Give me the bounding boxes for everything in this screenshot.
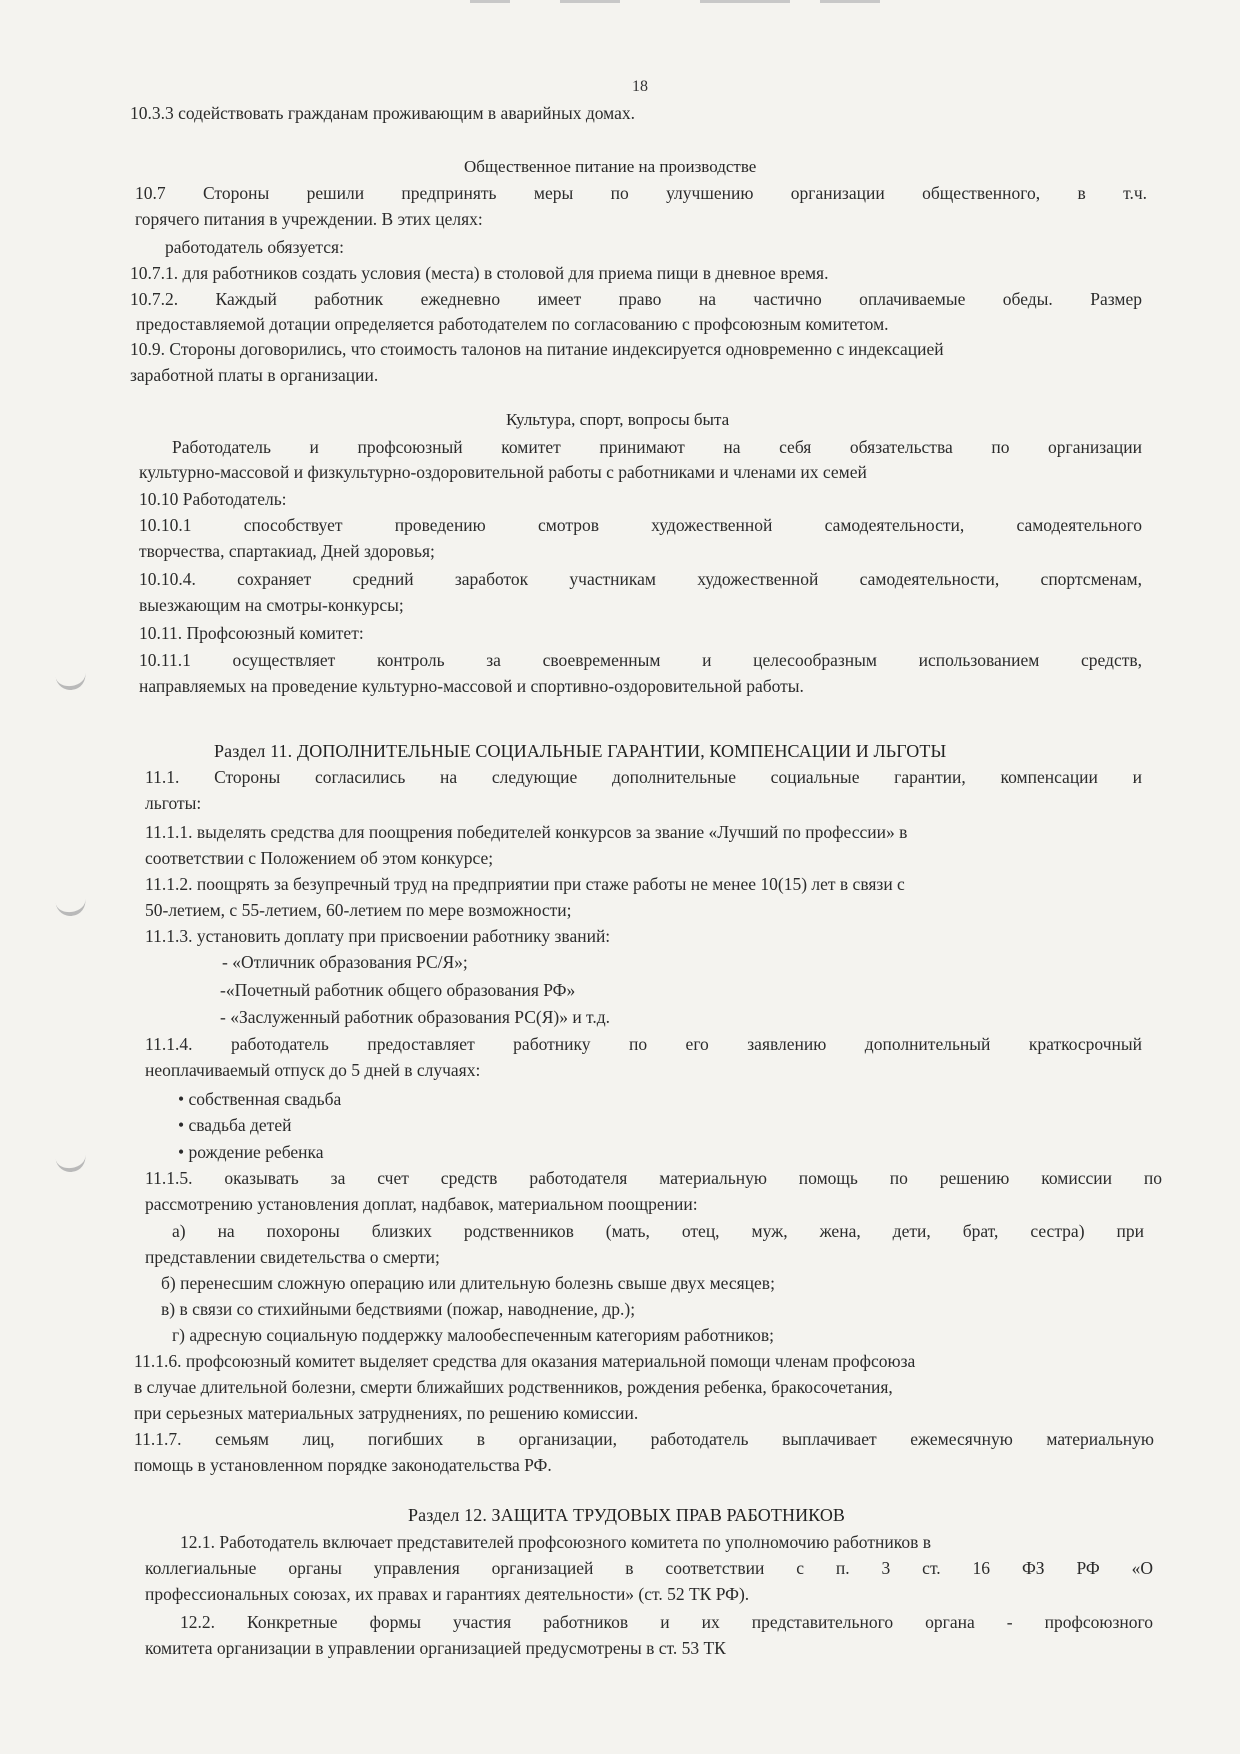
paragraph-line: 10.7 Стороны решили предпринять меры по улучшению организации общественного, в т.ч.: [135, 183, 1147, 203]
paragraph-line: 11.1. Стороны согласились на следующие дополнительные социальные гарантии, компенсации и: [145, 767, 1142, 787]
paragraph-line: 11.1.7. семьям лиц, погибших в организации, работодатель выплачивает ежемесячную материальную: [134, 1429, 1154, 1449]
paragraph-line: 10.10.4. сохраняет средний заработок участникам художественной самодеятельности, спортсменам,: [139, 569, 1142, 589]
paragraph-line: представлении свидетельства о смерти;: [145, 1247, 440, 1267]
paragraph-line: а) на похороны близких родственников (мать, отец, муж, жена, дети, брат, сестра) при: [172, 1221, 1144, 1241]
section-heading: Культура, спорт, вопросы быта: [506, 410, 730, 429]
scan-artifact: [470, 0, 510, 3]
punch-hole: [55, 892, 88, 918]
paragraph-line: 10.11. Профсоюзный комитет:: [139, 623, 364, 643]
paragraph-line: льготы:: [145, 793, 202, 813]
paragraph-line: выезжающим на смотры-конкурсы;: [139, 595, 404, 615]
paragraph-line: 12.1. Работодатель включает представителей профсоюзного комитета по уполномочию работников в: [180, 1532, 931, 1552]
paragraph-line: 10.7.2. Каждый работник ежедневно имеет право на частично оплачиваемые обеды. Размер: [130, 289, 1142, 309]
paragraph-line: соответствии с Положением об этом конкурсе;: [145, 848, 494, 868]
list-item: • рождение ребенка: [178, 1142, 324, 1162]
list-item: - «Отличник образования РС/Я»;: [222, 952, 468, 972]
paragraph-line: 10.10.1 способствует проведению смотров художественной самодеятельности, самодеятельного: [139, 515, 1142, 535]
section-title: Раздел 12. ЗАЩИТА ТРУДОВЫХ ПРАВ РАБОТНИКОВ: [408, 1505, 846, 1525]
paragraph-line: горячего питания в учреждении. В этих целях:: [135, 209, 483, 229]
paragraph-line: 11.1.5. оказывать за счет средств работодателя материальную помощь по решению комиссии по: [145, 1168, 1162, 1188]
section-title: Раздел 11. ДОПОЛНИТЕЛЬНЫЕ СОЦИАЛЬНЫЕ ГАРАНТИИ, КОМПЕНСАЦИИ И ЛЬГОТЫ: [214, 741, 947, 761]
paragraph-line: 10.3.3 содействовать гражданам проживающим в аварийных домах.: [130, 103, 636, 123]
list-item: • собственная свадьба: [178, 1089, 342, 1109]
paragraph-line: Работодатель и профсоюзный комитет принимают на себя обязательства по организации: [172, 437, 1142, 457]
paragraph-line: направляемых на проведение культурно-массовой и спортивно-оздоровительной работы.: [139, 676, 804, 696]
paragraph-line: культурно-массовой и физкультурно-оздоровительной работы с работниками и членами их семей: [139, 462, 867, 482]
paragraph-line: при серьезных материальных затруднениях, по решению комиссии.: [134, 1403, 639, 1423]
punch-hole: [55, 666, 88, 692]
paragraph-line: профессиональных союзах, их правах и гарантиях деятельности» (ст. 52 ТК РФ).: [145, 1584, 750, 1604]
list-item: - «Заслуженный работник образования РС(Я)» и т.д.: [220, 1007, 611, 1027]
paragraph-line: 11.1.1. выделять средства для поощрения победителей конкурсов за звание «Лучший по профессии» в: [145, 822, 908, 842]
paragraph-line: комитета организации в управлении организацией предусмотрены в ст. 53 ТК: [145, 1638, 726, 1658]
punch-hole: [55, 1148, 88, 1174]
paragraph-line: предоставляемой дотации определяется работодателем по согласованию с профсоюзным комитетом.: [136, 314, 889, 334]
paragraph-line: 10.11.1 осуществляет контроль за своевременным и целесообразным использованием средств,: [139, 650, 1142, 670]
paragraph-line: 11.1.2. поощрять за безупречный труд на предприятии при стаже работы не менее 10(15) лет в связи с: [145, 874, 905, 894]
paragraph-line: творчества, спартакиад, Дней здоровья;: [139, 541, 435, 561]
paragraph-line: коллегиальные органы управления организацией в соответствии с п. 3 ст. 16 ФЗ РФ «О: [145, 1558, 1153, 1578]
paragraph-line: 10.7.1. для работников создать условия (места) в столовой для приема пищи в дневное время.: [130, 263, 829, 283]
paragraph-line: 10.9. Стороны договорились, что стоимость талонов на питание индексируется одновременно с индексацией: [130, 339, 944, 359]
scan-artifact: [560, 0, 620, 3]
paragraph-line: неоплачиваемый отпуск до 5 дней в случаях:: [145, 1060, 481, 1080]
paragraph-line: 11.1.4. работодатель предоставляет работнику по его заявлению дополнительный краткосрочный: [145, 1034, 1142, 1054]
paragraph-line: работодатель обязуется:: [165, 237, 344, 257]
paragraph-line: б) перенесшим сложную операцию или длительную болезнь свыше двух месяцев;: [161, 1273, 775, 1293]
paragraph-line: заработной платы в организации.: [130, 365, 379, 385]
list-item: • свадьба детей: [178, 1115, 292, 1135]
paragraph-line: 11.1.6. профсоюзный комитет выделяет средства для оказания материальной помощи членам профсоюза: [134, 1351, 916, 1371]
list-item: -«Почетный работник общего образования РФ»: [220, 980, 576, 1000]
paragraph-line: помощь в установленном порядке законодательства РФ.: [134, 1455, 552, 1475]
paragraph-line: 10.10 Работодатель:: [139, 489, 287, 509]
paragraph-line: 50-летием, с 55-летием, 60-летием по мере возможности;: [145, 900, 572, 920]
paragraph-line: г) адресную социальную поддержку малообеспеченным категориям работников;: [172, 1325, 775, 1345]
paragraph-line: в) в связи со стихийными бедствиями (пожар, наводнение, др.);: [161, 1299, 636, 1319]
scan-artifact: [820, 0, 880, 3]
paragraph-line: рассмотрению установления доплат, надбавок, материальном поощрении:: [145, 1194, 698, 1214]
scan-artifact: [700, 0, 790, 3]
paragraph-line: в случае длительной болезни, смерти ближайших родственников, рождения ребенка, бракосочетания,: [134, 1377, 893, 1397]
section-heading: Общественное питание на производстве: [464, 157, 757, 176]
paragraph-line: 12.2. Конкретные формы участия работников и их представительного органа - профсоюзного: [180, 1612, 1153, 1632]
page-number: 18: [632, 78, 648, 95]
paragraph-line: 11.1.3. установить доплату при присвоении работнику званий:: [145, 926, 611, 946]
